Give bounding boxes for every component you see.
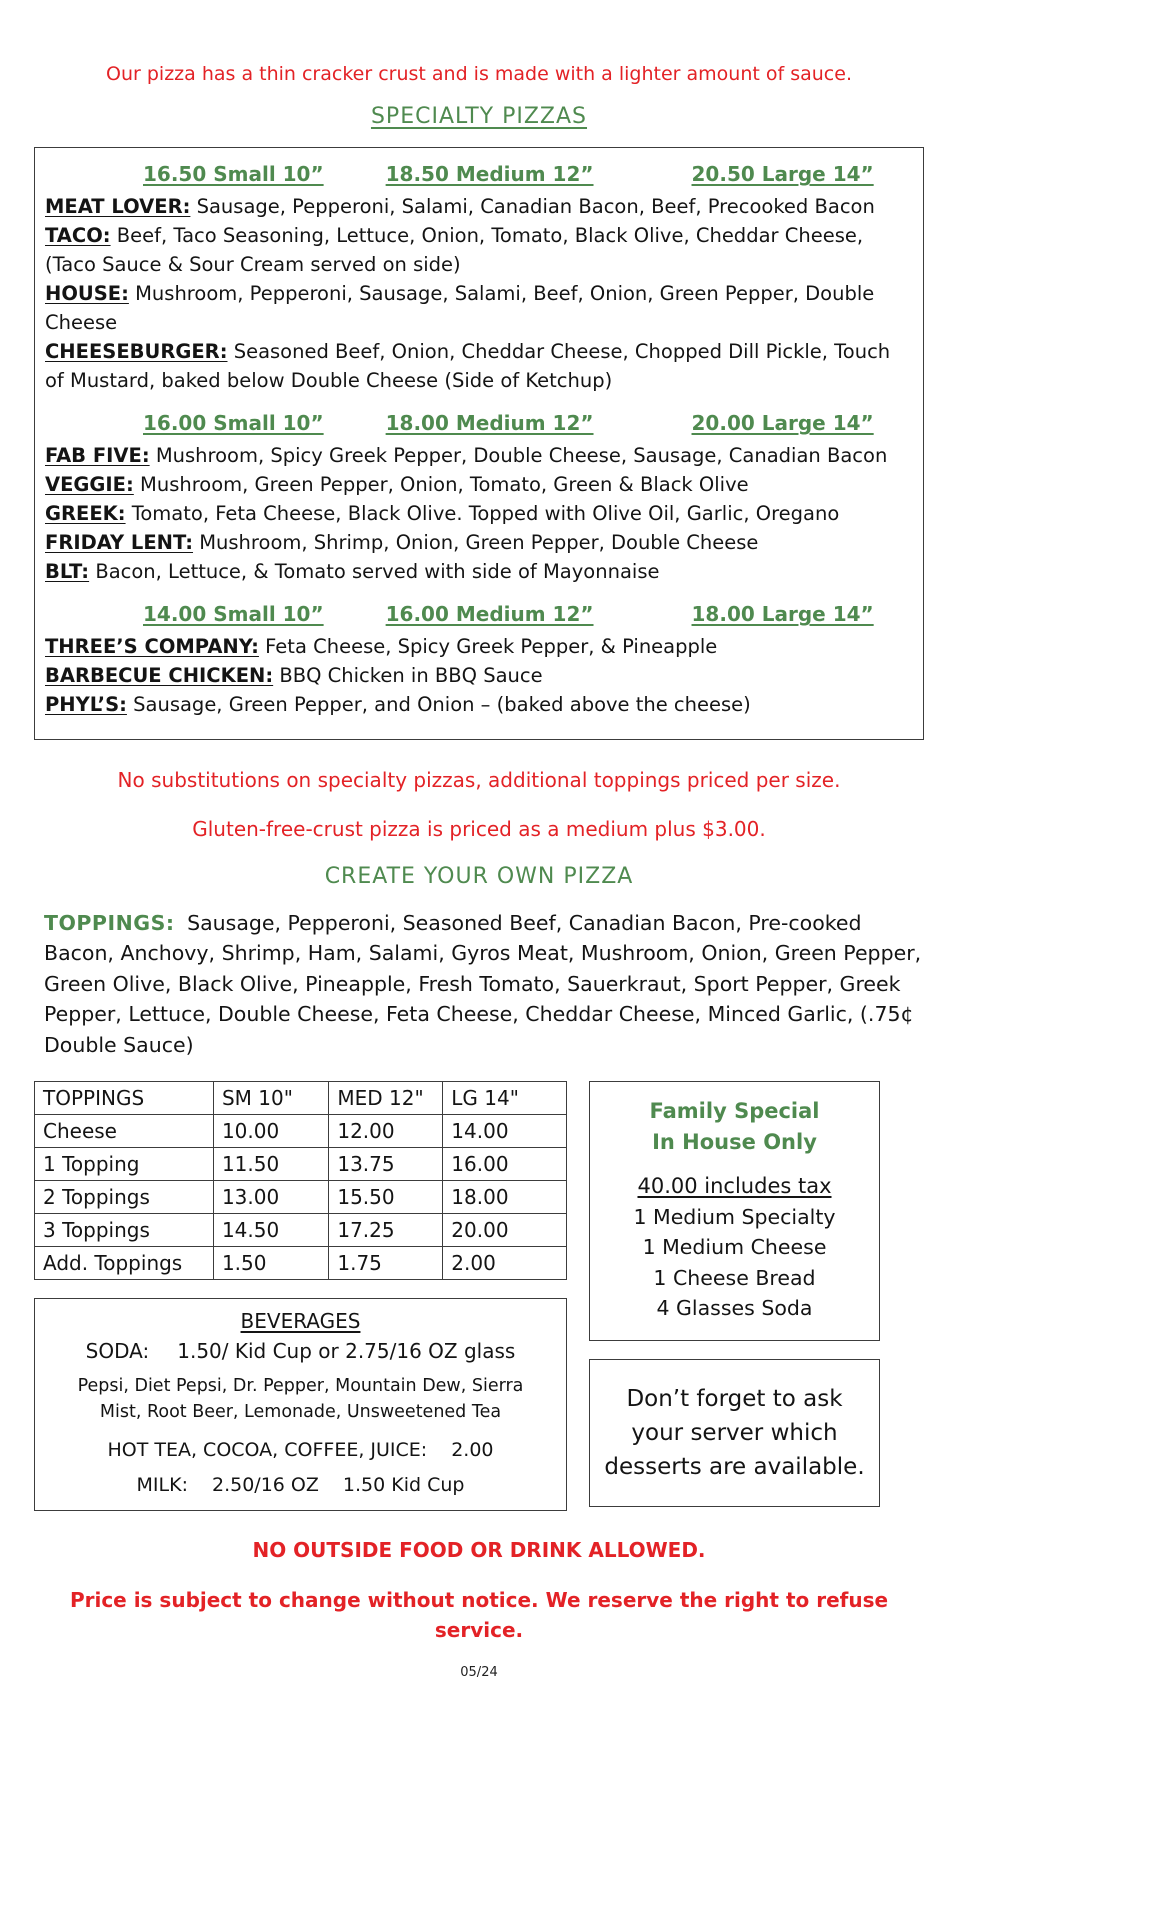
pizza-item-cheeseburger bbox=[45, 337, 911, 395]
hot-drinks-price: 2.00 bbox=[451, 1438, 494, 1461]
price-large: 20.00 Large 14” bbox=[691, 411, 874, 436]
price-cell: 12.00 bbox=[329, 1114, 443, 1147]
pizza-item-blt bbox=[45, 557, 911, 586]
pizza-name: MEAT LOVER: bbox=[45, 195, 191, 219]
soda-line bbox=[43, 1339, 558, 1363]
family-special-item: 1 Cheese Bread bbox=[653, 1265, 816, 1290]
price-small: 14.00 Small 10” bbox=[143, 602, 324, 627]
header-toppings: TOPPINGS bbox=[35, 1081, 214, 1114]
pizza-name: FAB FIVE: bbox=[45, 444, 150, 468]
pizza-item-house bbox=[45, 279, 911, 337]
pizza-name: BLT: bbox=[45, 560, 90, 584]
milk-line bbox=[43, 1474, 558, 1496]
milk-kid-price: 1.50 Kid Cup bbox=[342, 1473, 465, 1496]
table-row bbox=[35, 1180, 567, 1213]
specialty-pizzas-box bbox=[34, 147, 924, 740]
table-header-row bbox=[35, 1081, 567, 1114]
no-substitutions-note: No substitutions on specialty pizzas, additional toppings priced per size. bbox=[117, 768, 841, 793]
pizza-item-barbecue-chicken bbox=[45, 661, 911, 690]
family-special-title-line2: In House Only bbox=[652, 1129, 817, 1154]
gluten-free-note: Gluten-free-crust pizza is priced as a medium plus $3.00. bbox=[192, 817, 766, 842]
beverages-title: BEVERAGES bbox=[240, 1308, 361, 1333]
no-outside-food-notice: NO OUTSIDE FOOD OR DRINK ALLOWED. bbox=[252, 1537, 706, 1562]
family-special-price: 40.00 includes tax bbox=[637, 1173, 832, 1198]
price-medium: 18.50 Medium 12” bbox=[385, 162, 594, 187]
price-line-group-2 bbox=[45, 411, 911, 435]
soda-price: 1.50/ Kid Cup or 2.75/16 OZ glass bbox=[177, 1338, 516, 1363]
price-cell: 18.00 bbox=[443, 1180, 567, 1213]
pizza-description: Mushroom, Spicy Greek Pepper, Double Cheese, Sausage, Canadian Bacon bbox=[155, 444, 888, 468]
pizza-description: Mushroom, Green Pepper, Onion, Tomato, Green & Black Olive bbox=[140, 473, 749, 497]
family-special-title bbox=[600, 1096, 869, 1158]
family-special-title-line1: Family Special bbox=[649, 1098, 820, 1123]
soda-brands: Pepsi, Diet Pepsi, Dr. Pepper, Mountain Dew, Sierra Mist, Root Beer, Lemonade, Unsweetened Tea bbox=[77, 1375, 524, 1422]
topping-name-cell: Add. Toppings bbox=[35, 1246, 214, 1279]
topping-name-cell: 3 Toppings bbox=[35, 1213, 214, 1246]
family-special-item: 1 Medium Specialty bbox=[633, 1204, 836, 1229]
price-large: 18.00 Large 14” bbox=[691, 602, 874, 627]
header-medium: MED 12" bbox=[329, 1081, 443, 1114]
price-line-group-1 bbox=[45, 162, 911, 186]
price-cell: 2.00 bbox=[443, 1246, 567, 1279]
toppings-price-table bbox=[34, 1081, 567, 1280]
pizza-item-taco bbox=[45, 221, 911, 279]
pizza-description: Sausage, Green Pepper, and Onion – (baked above the cheese) bbox=[133, 693, 751, 717]
price-medium: 16.00 Medium 12” bbox=[385, 602, 594, 627]
price-small: 16.50 Small 10” bbox=[143, 162, 324, 187]
pizza-item-meat-lover bbox=[45, 192, 911, 221]
pizza-description: Beef, Taco Seasoning, Lettuce, Onion, Tomato, Black Olive, Cheddar Cheese, (Taco Sauce & Sour Cream served on side) bbox=[45, 224, 864, 277]
price-small: 16.00 Small 10” bbox=[143, 411, 324, 436]
soda-label: SODA: bbox=[85, 1338, 150, 1363]
price-cell: 13.75 bbox=[329, 1147, 443, 1180]
family-special-item: 1 Medium Cheese bbox=[642, 1235, 827, 1259]
topping-name-cell: 2 Toppings bbox=[35, 1180, 214, 1213]
specialty-notes bbox=[34, 766, 924, 844]
topping-name-cell: 1 Topping bbox=[35, 1147, 214, 1180]
price-cell: 10.00 bbox=[213, 1114, 328, 1147]
milk-label: MILK: bbox=[136, 1473, 188, 1496]
pizza-item-greek bbox=[45, 499, 911, 528]
dessert-note-box bbox=[589, 1359, 880, 1507]
pizza-name: PHYL’S: bbox=[45, 693, 127, 717]
pizza-description: Mushroom, Pepperoni, Sausage, Salami, Beef, Onion, Green Pepper, Double Cheese bbox=[45, 282, 875, 335]
price-cell: 14.00 bbox=[443, 1114, 567, 1147]
pizza-name: TACO: bbox=[45, 224, 111, 248]
pizza-description: Seasoned Beef, Onion, Cheddar Cheese, Chopped Dill Pickle, Touch of Mustard, baked below Double Cheese (Side of Ketchup) bbox=[45, 340, 891, 393]
toppings-paragraph bbox=[34, 908, 924, 1061]
price-medium: 18.00 Medium 12” bbox=[385, 411, 594, 436]
pizza-name: BARBECUE CHICKEN: bbox=[45, 664, 274, 688]
pizza-item-veggie bbox=[45, 470, 911, 499]
pizza-description: Sausage, Pepperoni, Salami, Canadian Bacon, Beef, Precooked Bacon bbox=[196, 195, 875, 219]
price-cell: 13.00 bbox=[213, 1180, 328, 1213]
family-special-item: 4 Glasses Soda bbox=[656, 1296, 813, 1320]
header-large: LG 14" bbox=[443, 1081, 567, 1114]
price-line-group-3 bbox=[45, 602, 911, 626]
lower-columns bbox=[34, 1081, 924, 1511]
pizza-description: Mushroom, Shrimp, Onion, Green Pepper, Double Cheese bbox=[199, 531, 759, 555]
pizza-name: HOUSE: bbox=[45, 282, 129, 306]
table-row bbox=[35, 1246, 567, 1279]
price-change-notice: Price is subject to change without notice. We reserve the right to refuse service. bbox=[69, 1587, 889, 1642]
table-row bbox=[35, 1114, 567, 1147]
table-row bbox=[35, 1147, 567, 1180]
beverages-box bbox=[34, 1298, 567, 1511]
pizza-name: CHEESEBURGER: bbox=[45, 340, 228, 364]
pizza-description: Bacon, Lettuce, & Tomato served with side of Mayonnaise bbox=[95, 560, 660, 584]
pizza-name: THREE’S COMPANY: bbox=[45, 635, 259, 659]
price-large: 20.50 Large 14” bbox=[691, 162, 874, 187]
right-column bbox=[589, 1081, 880, 1507]
toppings-list: Sausage, Pepperoni, Seasoned Beef, Canadian Bacon, Pre-cooked Bacon, Anchovy, Shrimp, Ham, Salami, Gyros Meat, Mushroom, Onion, Green Pepper, Green Olive, Black Olive, Pineapple, Fresh Tomato, Sauerkraut, Sport Pepper, Greek Pepper, Lettuce, Double Cheese, Feta Cheese, Cheddar Cheese, Minced Garlic, (.75¢ Double Sauce) bbox=[44, 910, 922, 1057]
price-cell: 15.50 bbox=[329, 1180, 443, 1213]
crust-intro-note: Our pizza has a thin cracker crust and is made with a lighter amount of sauce. bbox=[106, 63, 852, 85]
price-cell: 17.25 bbox=[329, 1213, 443, 1246]
price-cell: 11.50 bbox=[213, 1147, 328, 1180]
pizza-description: Feta Cheese, Spicy Greek Pepper, & Pineapple bbox=[265, 635, 718, 659]
pizza-item-threes-company bbox=[45, 632, 911, 661]
milk-price: 2.50/16 OZ bbox=[211, 1473, 319, 1496]
price-cell: 1.75 bbox=[329, 1246, 443, 1279]
price-cell: 1.50 bbox=[213, 1246, 328, 1279]
pizza-item-phyls bbox=[45, 690, 911, 719]
hot-drinks-line bbox=[43, 1439, 558, 1461]
pizza-name: GREEK: bbox=[45, 502, 126, 526]
pizza-description: BBQ Chicken in BBQ Sauce bbox=[279, 664, 543, 688]
price-cell: 20.00 bbox=[443, 1213, 567, 1246]
specialty-pizzas-title: SPECIALTY PIZZAS bbox=[370, 104, 588, 129]
topping-name-cell: Cheese bbox=[35, 1114, 214, 1147]
hot-drinks-label: HOT TEA, COCOA, COFFEE, JUICE: bbox=[107, 1438, 428, 1461]
table-row bbox=[35, 1213, 567, 1246]
header-small: SM 10" bbox=[213, 1081, 328, 1114]
pizza-name: FRIDAY LENT: bbox=[45, 531, 194, 555]
family-special-items bbox=[600, 1202, 869, 1324]
toppings-label: TOPPINGS: bbox=[44, 910, 175, 935]
price-cell: 14.50 bbox=[213, 1213, 328, 1246]
dessert-note-text: Don’t forget to ask your server which desserts are available. bbox=[604, 1385, 865, 1480]
revision-date: 05/24 bbox=[460, 1664, 498, 1680]
create-your-own-title: CREATE YOUR OWN PIZZA bbox=[324, 864, 634, 890]
pizza-description: Tomato, Feta Cheese, Black Olive. Topped with Olive Oil, Garlic, Oregano bbox=[131, 502, 840, 526]
price-cell: 16.00 bbox=[443, 1147, 567, 1180]
footer-notices bbox=[34, 1535, 924, 1645]
pizza-item-fab-five bbox=[45, 441, 911, 470]
pizza-item-friday-lent bbox=[45, 528, 911, 557]
menu-page bbox=[34, 0, 924, 1680]
pizza-name: VEGGIE: bbox=[45, 473, 134, 497]
left-column bbox=[34, 1081, 567, 1511]
family-special-box bbox=[589, 1081, 880, 1341]
